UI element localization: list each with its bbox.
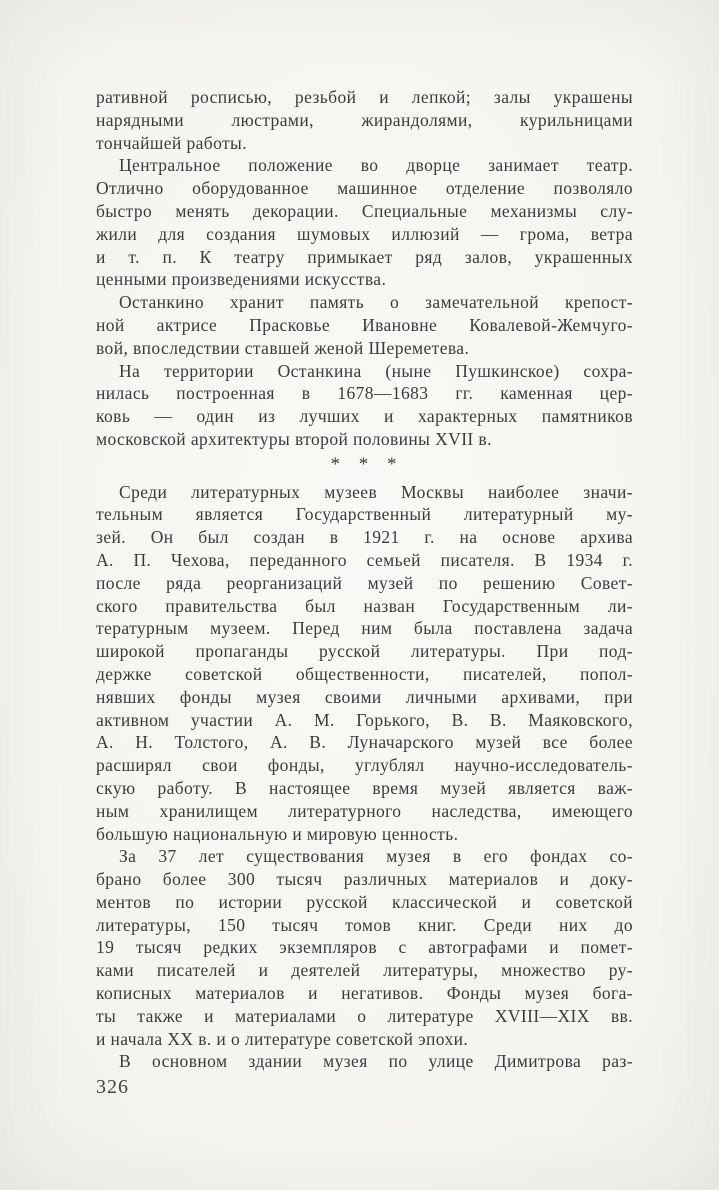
text-line: зей. Он был создан в 1921 г. на основе архива <box>96 527 633 548</box>
text-line: А. П. Чехова, переданного семьей писателя. В 1934 г. <box>96 549 633 570</box>
text-line: ценными произведениями искусства. <box>96 269 387 290</box>
text-line: ского правительства был назван Государственным ли- <box>96 595 633 616</box>
text-line: На территории Останкина (ныне Пушкинское) сохра- <box>119 360 633 381</box>
text-line: ративной росписью, резьбой и лепкой; залы украшены <box>96 87 633 107</box>
text-line: большую национальную и мировую ценность. <box>96 823 459 844</box>
text-line: нилась построенная в 1678—1683 гг. каменная цер- <box>96 383 633 404</box>
paragraph <box>96 845 633 1050</box>
text-line: А. Н. Толстого, А. В. Луначарского музей все более <box>96 732 633 753</box>
text-line: нявших фонды музея своими личными архивами, при <box>96 686 633 707</box>
text-line: тельным является Государственный литературный му- <box>96 504 633 525</box>
text-column <box>96 86 633 1073</box>
text-line: вой, впоследствии ставшей женой Шереметева. <box>96 337 470 358</box>
text-line: Центральное положение во дворце занимает театр. <box>119 155 633 176</box>
text-line: ным хранилищем литературного наследства, имеющего <box>96 800 633 821</box>
text-line: тературным музеем. Перед ним была поставлена задача <box>96 618 633 639</box>
text-line: ками писателей и деятелей литературы, множество ру- <box>96 960 633 981</box>
paragraph <box>96 291 633 359</box>
text-line: держке советской общественности, писателей, попол- <box>96 663 633 684</box>
section-separator: * * * <box>330 453 399 475</box>
text-line: широкой пропаганды русской литературы. При под- <box>96 641 633 662</box>
paragraph <box>96 86 633 154</box>
text-line: нарядными люстрами, жирандолями, курильницами <box>96 109 633 130</box>
text-line: За 37 лет существования музея в его фондах со- <box>119 846 633 867</box>
page-number: 326 <box>96 1076 129 1098</box>
text-line: ты также и материалами о литературе XVIII—XIX вв. <box>96 1005 633 1026</box>
text-line: Среди литературных музеев Москвы наиболее значи- <box>119 481 633 502</box>
text-line: кописных материалов и негативов. Фонды музея бога- <box>96 983 633 1004</box>
text-line: расширял свои фонды, углублял научно-исследователь- <box>96 755 633 776</box>
text-line: быстро менять декорации. Специальные механизмы слу- <box>96 200 633 221</box>
text-line: ментов по истории русской классической и советской <box>96 891 633 912</box>
text-line: ной актрисе Прасковье Ивановне Ковалевой-Жемчуго- <box>96 314 633 335</box>
text-line: В основном здании музея по улице Димитрова раз- <box>119 1051 633 1072</box>
text-line: московской архитектуры второй половины XVII в. <box>96 428 492 449</box>
text-line: Останкино хранит память о замечательной крепост- <box>119 292 633 313</box>
paragraph <box>96 481 633 846</box>
paragraph <box>96 1050 633 1073</box>
text-line: активном участии А. М. Горького, В. В. Маяковского, <box>96 709 633 730</box>
text-line: брано более 300 тысяч различных материалов и доку- <box>96 869 633 890</box>
paragraph <box>96 360 633 451</box>
paragraph <box>96 154 633 291</box>
text-line: скую работу. В настоящее время музей является важ- <box>96 777 633 798</box>
text-line: жили для создания шумовых иллюзий — грома, ветра <box>96 223 633 244</box>
text-line: ковь — один из лучших и характерных памятников <box>96 406 633 427</box>
text-line: литературы, 150 тысяч томов книг. Среди них до <box>96 914 633 935</box>
text-line: и начала XX в. и о литературе советской эпохи. <box>96 1028 469 1049</box>
text-line: Отлично оборудованное машинное отделение позволяло <box>96 178 633 199</box>
text-line: после ряда реорганизаций музей по решению Совет- <box>96 572 633 593</box>
text-line: 19 тысяч редких экземпляров с автографами и помет- <box>96 937 633 958</box>
text-line: и т. п. К театру примыкает ряд залов, украшенных <box>96 246 633 267</box>
text-line: тончайшей работы. <box>96 132 247 153</box>
